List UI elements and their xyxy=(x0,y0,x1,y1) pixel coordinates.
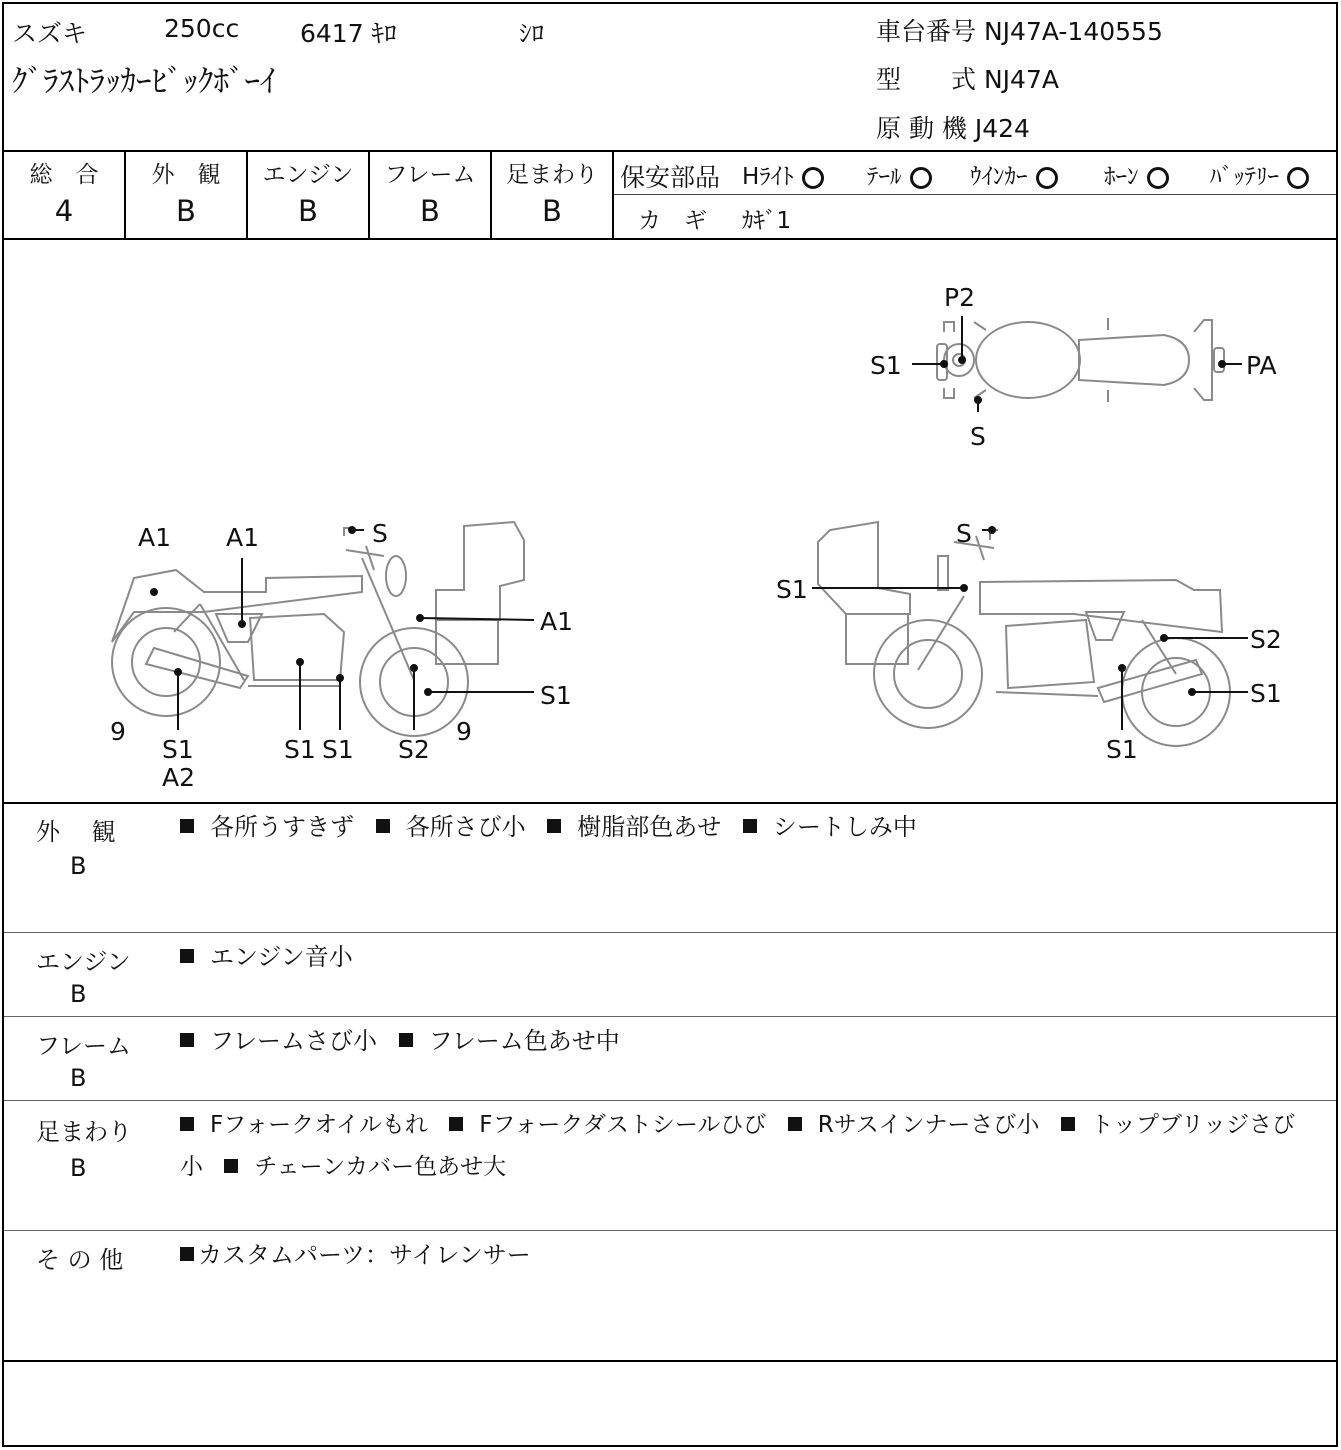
list-item xyxy=(376,813,526,841)
grade-suspension-label: 足まわり xyxy=(506,162,598,188)
square-bullet-icon xyxy=(180,949,194,963)
list-item-text: Fフォークオイルもれ xyxy=(210,1112,428,1138)
divider xyxy=(4,802,1336,804)
section-engine-grade: B xyxy=(70,980,87,1008)
list-item-text: フレームさび小 xyxy=(210,1027,378,1055)
grade-frame-label: フレーム xyxy=(384,162,476,188)
frame-number-row xyxy=(876,12,1163,48)
divider xyxy=(4,150,1336,152)
label-a1-fork: A1 xyxy=(540,607,574,636)
model-name: ｸﾞﾗｽﾄﾗｯｶｰﾋﾞｯｸﾎﾞｰｲ xyxy=(12,64,276,100)
section-suspension-label: 足まわり xyxy=(36,1118,132,1146)
safety-horn-label: ﾎｰﾝ xyxy=(1104,164,1139,190)
safety-horn xyxy=(1104,158,1169,191)
list-item-text: カスタムパーツ：サイレンサー xyxy=(198,1241,531,1269)
safety-headlight-label: Hﾗｲﾄ xyxy=(742,164,794,190)
ok-circle-icon xyxy=(1036,167,1058,189)
label-s1-wheel-right: S1 xyxy=(1250,679,1282,708)
list-item-text: トップブリッジさび小 xyxy=(180,1112,1296,1180)
section-exterior-grade: B xyxy=(70,852,87,880)
motorcycle-left-view xyxy=(112,522,524,736)
list-item-text: 各所さび小 xyxy=(405,813,526,841)
grade-exterior-value: B xyxy=(176,194,196,228)
ok-circle-icon xyxy=(1147,167,1169,189)
safety-winker xyxy=(970,158,1058,191)
label-9-front: 9 xyxy=(456,717,472,746)
safety-battery-label: ﾊﾞｯﾃﾘｰ xyxy=(1210,164,1279,190)
label-s1: S1 xyxy=(870,351,902,380)
section-frame-label: フレーム xyxy=(36,1032,132,1060)
model-type-row xyxy=(876,60,1059,96)
list-item xyxy=(743,813,917,841)
grade-exterior-label: 外 観 xyxy=(151,162,221,188)
section-other-label: そ の 他 xyxy=(36,1246,124,1274)
label-s1-wheel: S1 xyxy=(540,681,572,710)
list-item-text: Rサスインナーさび小 xyxy=(817,1112,1040,1138)
square-bullet-icon xyxy=(224,1159,238,1173)
divider xyxy=(4,1016,1336,1017)
maker: スズキ xyxy=(12,19,88,48)
square-bullet-icon xyxy=(449,1117,463,1131)
square-bullet-icon xyxy=(743,819,757,833)
label-s2-shock: S2 xyxy=(1250,625,1282,654)
list-item xyxy=(449,1112,766,1138)
list-item-text: フレーム色あせ中 xyxy=(428,1027,620,1055)
list-item-text: Fフォークダストシールひび xyxy=(479,1112,767,1138)
safety-taillight-label: ﾃｰﾙ xyxy=(867,164,902,190)
section-exterior-items xyxy=(180,806,1318,848)
ok-circle-icon xyxy=(910,167,932,189)
ok-circle-icon xyxy=(802,167,824,189)
model-type: NJ47A xyxy=(983,65,1059,94)
label-a2: A2 xyxy=(162,763,196,792)
mileage-value: 6417 xyxy=(300,19,364,48)
label-s1-fork-right: S1 xyxy=(776,575,808,604)
label-s1-exhaust: S1 xyxy=(162,735,194,764)
label-a1-seat: A1 xyxy=(138,523,172,552)
safety-headlight xyxy=(742,158,824,191)
displacement: 250cc xyxy=(164,14,240,43)
square-bullet-icon xyxy=(1061,1117,1075,1131)
divider xyxy=(614,194,1336,195)
list-item-text: 樹脂部色あせ xyxy=(577,813,722,841)
divider xyxy=(4,1360,1336,1362)
body-color: ｼﾛ xyxy=(519,19,545,48)
safety-parts-label: 保安部品 xyxy=(620,163,721,192)
label-9-rear: 9 xyxy=(110,717,126,746)
divider xyxy=(4,932,1336,933)
list-item xyxy=(180,813,354,841)
square-bullet-icon xyxy=(180,1247,194,1261)
inspection-sheet xyxy=(2,2,1338,1447)
divider xyxy=(4,1100,1336,1101)
list-item xyxy=(180,1241,531,1269)
top-view-leaders xyxy=(912,316,1242,412)
section-engine-items xyxy=(180,936,1318,978)
frame-number-label: 車台番号 xyxy=(876,17,977,46)
label-a1-side: A1 xyxy=(226,523,260,552)
label-s1-swingarm: S1 xyxy=(1106,735,1138,764)
section-suspension-items xyxy=(180,1104,1318,1188)
engine-label: 原 動 機 xyxy=(876,114,967,143)
list-item xyxy=(180,1112,428,1138)
label-s1-pipe: S1 xyxy=(322,735,354,764)
grade-overall-value: 4 xyxy=(54,194,74,228)
safety-winker-label: ｳｲﾝｶｰ xyxy=(970,164,1028,190)
engine-type: J424 xyxy=(974,114,1030,143)
damage-diagram xyxy=(4,240,1336,802)
section-engine-label: エンジン xyxy=(36,948,131,976)
section-frame-grade: B xyxy=(70,1064,87,1092)
square-bullet-icon xyxy=(180,1117,194,1131)
label-p2: P2 xyxy=(944,283,975,312)
label-s-mirror: S xyxy=(372,519,388,548)
list-item-text: 各所うすきず xyxy=(210,813,354,841)
list-item xyxy=(788,1112,1040,1138)
square-bullet-icon xyxy=(376,819,390,833)
engine-row xyxy=(876,109,1030,145)
divider xyxy=(4,1230,1336,1231)
list-item-text: シートしみ中 xyxy=(772,813,917,841)
list-item-text: チェーンカバー色あせ大 xyxy=(254,1154,507,1180)
list-item xyxy=(180,1027,377,1055)
square-bullet-icon xyxy=(547,819,561,833)
mileage xyxy=(300,14,397,50)
list-item xyxy=(547,813,721,841)
grade-engine-value: B xyxy=(298,194,318,228)
label-s1-engine: S1 xyxy=(284,735,316,764)
section-other-items xyxy=(180,1234,1318,1276)
label-s: S xyxy=(970,422,986,451)
list-item xyxy=(399,1027,620,1055)
grade-suspension-value: B xyxy=(542,194,562,228)
list-item xyxy=(180,943,353,971)
square-bullet-icon xyxy=(399,1033,413,1047)
square-bullet-icon xyxy=(788,1117,802,1131)
frame-number: NJ47A-140555 xyxy=(983,17,1163,46)
label-s-mirror-right: S xyxy=(956,519,972,548)
list-item-text: エンジン音小 xyxy=(210,943,353,971)
grade-engine-label: エンジン xyxy=(262,162,354,188)
motorcycle-top-view xyxy=(937,318,1224,402)
list-item xyxy=(224,1154,506,1180)
key-value: ｶｷﾞ1 xyxy=(742,208,792,234)
label-s2-fork: S2 xyxy=(398,735,430,764)
ok-circle-icon xyxy=(1287,167,1309,189)
motorcycle-right-view xyxy=(818,522,1230,746)
safety-taillight xyxy=(867,158,932,191)
key-label: カ ギ xyxy=(638,208,707,234)
model-type-label: 型 式 xyxy=(876,65,977,94)
grade-frame-value: B xyxy=(420,194,440,228)
square-bullet-icon xyxy=(180,819,194,833)
section-suspension-grade: B xyxy=(70,1154,87,1182)
grade-overall-label: 総 合 xyxy=(29,162,99,188)
safety-battery xyxy=(1210,158,1309,191)
square-bullet-icon xyxy=(180,1033,194,1047)
section-frame-items xyxy=(180,1020,1318,1062)
label-pa: PA xyxy=(1246,351,1277,380)
section-exterior-label: 外 観 xyxy=(36,818,116,846)
mileage-unit: ｷﾛ xyxy=(371,19,397,48)
